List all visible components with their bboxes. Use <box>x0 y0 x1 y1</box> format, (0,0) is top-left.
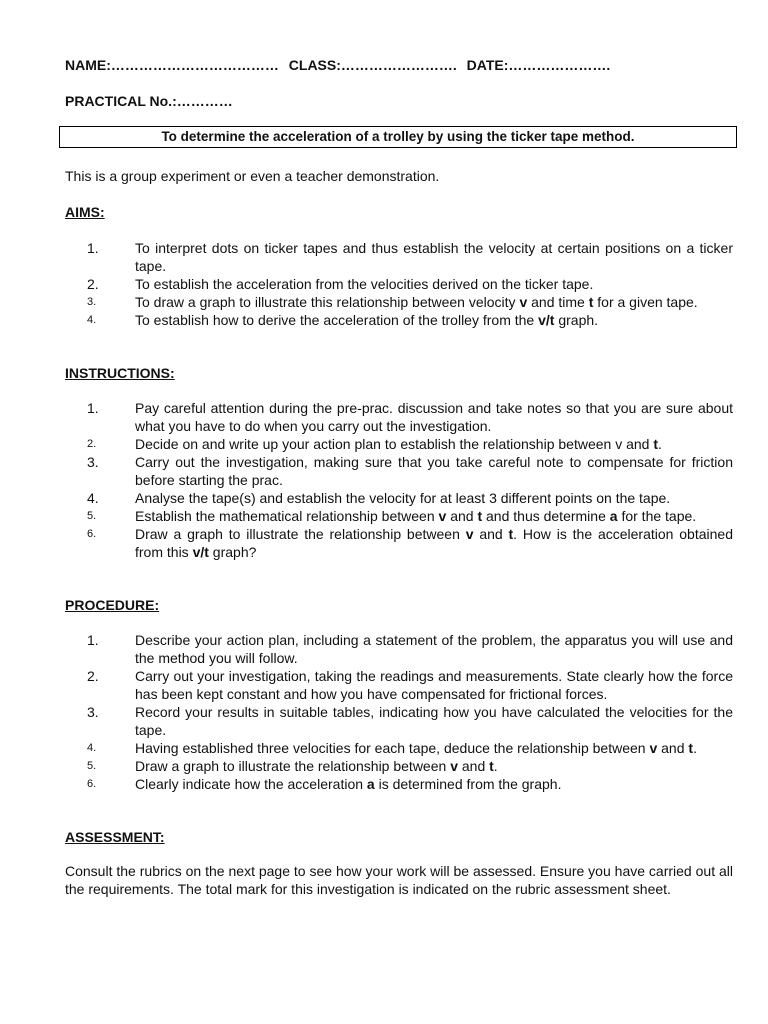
item-text: . How is the acceleration obtained from this <box>135 526 733 560</box>
emphasis-symbol: v <box>649 740 658 756</box>
practical-title: To determine the acceleration of a trolley by using the ticker tape method. <box>59 126 737 148</box>
item-text: for a given tape. <box>593 294 698 310</box>
item-number: 5. <box>87 510 97 522</box>
item-text: To interpret dots on ticker tapes and thus establish the velocity at certain positions on a ticker tape. <box>135 240 733 274</box>
assessment-heading: ASSESSMENT: <box>65 829 165 845</box>
item-text: and <box>473 526 509 542</box>
list-item <box>65 757 733 775</box>
emphasis-symbol: v/t <box>538 312 555 328</box>
item-text: and time <box>527 294 589 310</box>
item-text: Draw a graph to illustrate the relationship between <box>135 526 466 542</box>
emphasis-symbol: v <box>465 526 474 542</box>
practical-number-field: PRACTICAL No.:………… <box>65 93 233 109</box>
list-item <box>65 453 733 489</box>
emphasis-symbol: t <box>508 526 514 542</box>
date-field: DATE:…………………. <box>466 57 611 73</box>
instructions-heading: INSTRUCTIONS: <box>65 365 175 381</box>
item-number: 1. <box>87 632 99 648</box>
item-number: 6. <box>87 778 97 790</box>
list-item <box>65 239 733 275</box>
item-text: . <box>493 758 498 774</box>
item-number: 5. <box>87 760 97 772</box>
item-number: 3. <box>87 704 99 720</box>
procedure-heading: PROCEDURE: <box>65 597 160 613</box>
item-text: Record your results in suitable tables, indicating how you have calculated the velocities for the tape. <box>135 704 733 738</box>
item-text: is determined from the graph. <box>374 776 562 792</box>
item-number: 3. <box>87 296 97 308</box>
list-item <box>65 489 733 507</box>
item-text: . <box>693 740 697 756</box>
item-text: and <box>657 740 689 756</box>
item-text: Clearly indicate how the acceleration <box>135 776 367 792</box>
item-text: and <box>446 508 478 524</box>
item-text: graph. <box>554 312 599 328</box>
list-item <box>65 739 733 757</box>
list-item <box>65 399 733 435</box>
item-text: Carry out your investigation, taking the readings and measurements. State clearly how the force has been kept constant and how you have compensated for frictional forces. <box>135 668 733 702</box>
list-item <box>65 703 733 739</box>
item-number: 1. <box>87 400 99 416</box>
emphasis-symbol: t <box>688 740 694 756</box>
item-number: 3. <box>87 454 99 470</box>
item-number: 6. <box>87 528 97 540</box>
item-text: Analyse the tape(s) and establish the velocity for at least 3 different points on the tape. <box>135 490 671 506</box>
item-number: 2. <box>87 276 99 292</box>
header-fields <box>65 56 616 74</box>
item-text: and thus determine <box>482 508 610 524</box>
item-text: Establish the mathematical relationship between <box>135 508 439 524</box>
list-item <box>65 293 733 311</box>
class-field: CLASS:……………………. <box>288 57 457 73</box>
list-item <box>65 667 733 703</box>
item-text: for the tape. <box>617 508 697 524</box>
list-item <box>65 507 733 525</box>
item-text: Having established three velocities for each tape, deduce the relationship between <box>135 740 650 756</box>
item-text: To draw a graph to illustrate this relationship between velocity <box>135 294 520 310</box>
item-number: 4. <box>87 314 97 326</box>
emphasis-symbol: v <box>519 294 528 310</box>
emphasis-symbol: a <box>609 508 618 524</box>
item-number: 4. <box>87 490 99 506</box>
emphasis-symbol: t <box>489 758 494 774</box>
emphasis-symbol: t <box>653 436 658 452</box>
emphasis-symbol: t <box>588 294 594 310</box>
item-text: To establish how to derive the acceleration of the trolley from the <box>135 312 539 328</box>
item-text: Describe your action plan, including a statement of the problem, the apparatus you will use and the method you will follow. <box>135 632 733 666</box>
item-text: Draw a graph to illustrate the relationship between <box>135 758 451 774</box>
procedure-list <box>65 631 733 793</box>
emphasis-symbol: a <box>366 776 375 792</box>
item-text: Pay careful attention during the pre-prac. discussion and take notes so that you are sure about what you have to do when you carry out the investigation. <box>135 400 733 434</box>
item-text: . <box>658 436 662 452</box>
aims-heading: AIMS: <box>65 204 105 220</box>
emphasis-symbol: v <box>450 758 458 774</box>
item-number: 1. <box>87 240 99 256</box>
list-item <box>65 525 733 561</box>
list-item <box>65 275 733 293</box>
item-text: Carry out the investigation, making sure that you take careful note to compensate for friction before starting the prac. <box>135 454 733 488</box>
list-item <box>65 311 733 329</box>
item-number: 4. <box>87 742 97 754</box>
item-number: 2. <box>87 668 99 684</box>
name-field: NAME:……………………………… <box>65 57 279 73</box>
item-text: graph? <box>208 544 257 560</box>
item-text: Decide on and write up your action plan to establish the relationship between v and <box>135 436 654 452</box>
emphasis-symbol: v <box>438 508 447 524</box>
item-text: and <box>457 758 490 774</box>
list-item <box>65 435 733 453</box>
emphasis-symbol: v/t <box>192 544 209 560</box>
intro-text: This is a group experiment or even a teacher demonstration. <box>65 168 440 184</box>
item-text: To establish the acceleration from the velocities derived on the ticker tape. <box>135 276 594 292</box>
aims-list <box>65 239 733 329</box>
instructions-list <box>65 399 733 561</box>
list-item <box>65 631 733 667</box>
assessment-text: Consult the rubrics on the next page to see how your work will be assessed. Ensure you have carried out all the requirements. The total mark for this investigation is indicated on the rubric assessment sheet. <box>65 863 733 897</box>
list-item <box>65 775 733 793</box>
emphasis-symbol: t <box>477 508 483 524</box>
item-number: 2. <box>87 438 97 450</box>
